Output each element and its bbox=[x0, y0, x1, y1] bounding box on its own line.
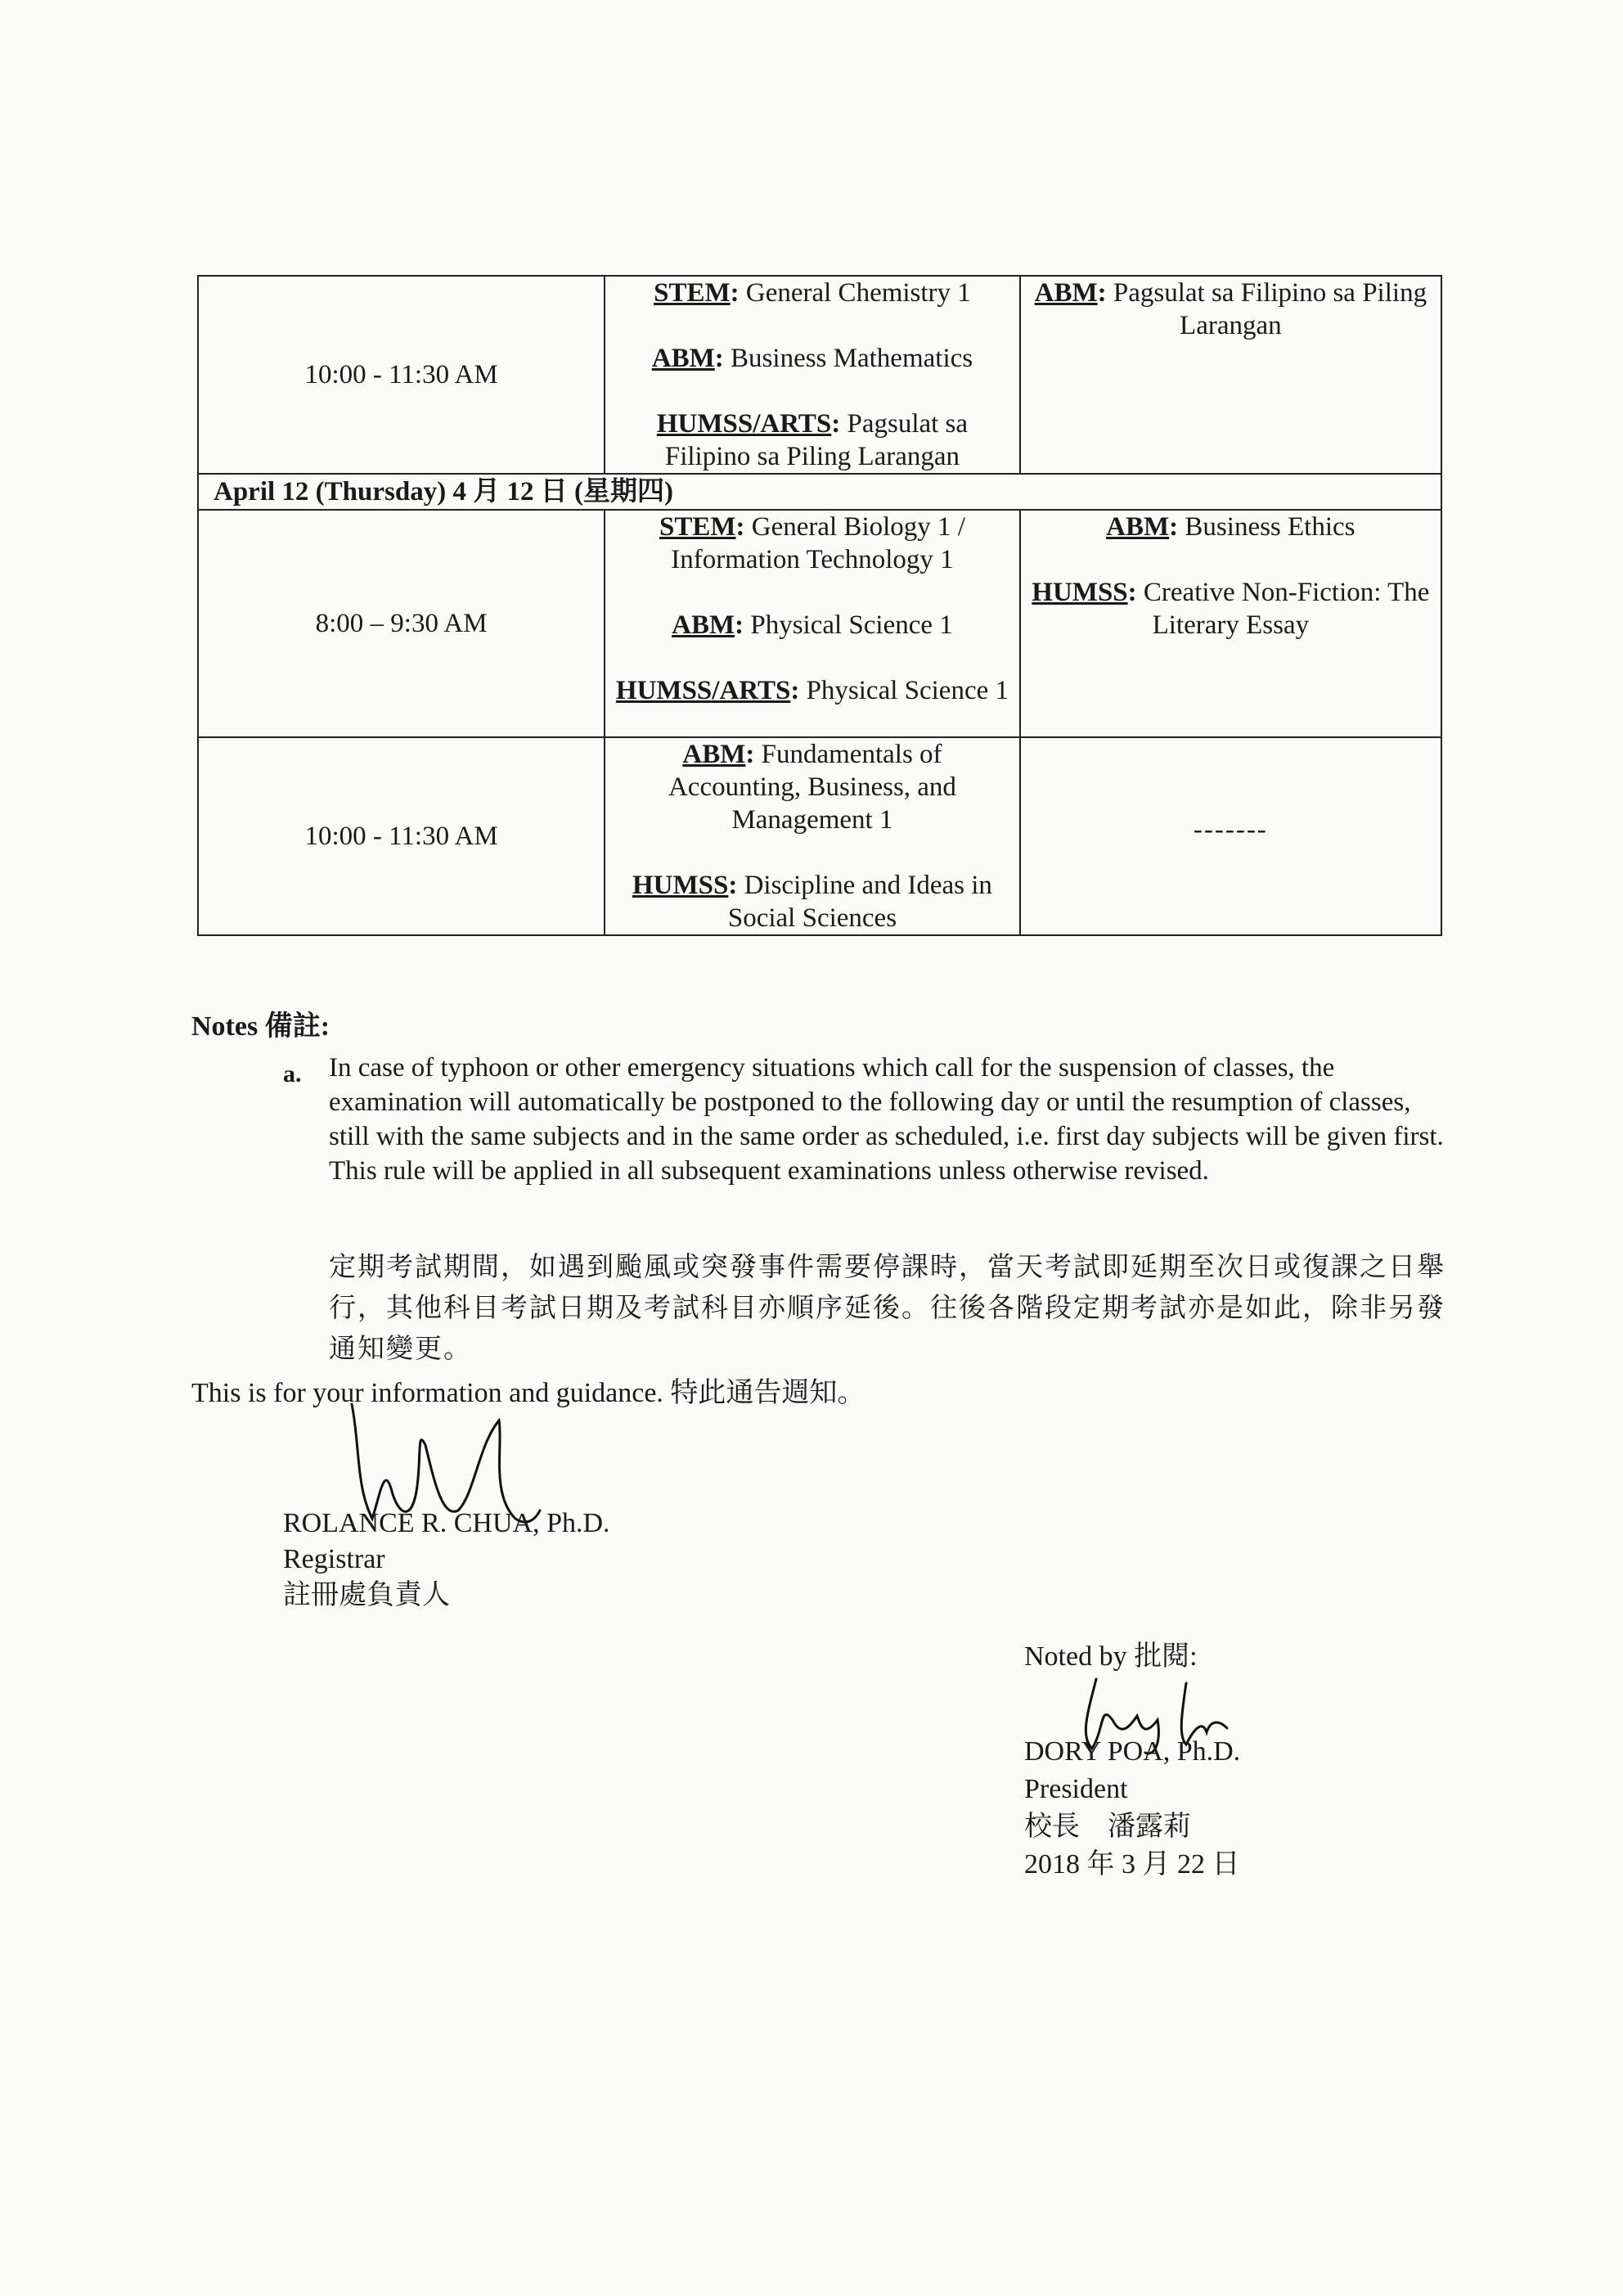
subjects-cell bbox=[605, 510, 1019, 737]
president-title: President bbox=[1024, 1774, 1128, 1804]
day-header: April 12 (Thursday) 4 月 12 日 (星期四) bbox=[198, 474, 1441, 510]
subjects-cell bbox=[1020, 737, 1441, 935]
noted-by-label: Noted by 批閱: bbox=[1024, 1641, 1198, 1672]
strand-label: STEM bbox=[659, 512, 736, 542]
subject-name: Pagsulat sa Filipino sa Piling Larangan bbox=[664, 409, 969, 471]
subject-name: Creative Non-Fiction: The Literary Essay bbox=[1136, 578, 1430, 640]
registrar-name: ROLANCE R. CHUA, Ph.D. bbox=[283, 1508, 610, 1538]
empty-placeholder: ------- bbox=[1193, 815, 1268, 844]
subject-entry: HUMSS: Discipline and Ideas in Social Sciences bbox=[632, 871, 992, 933]
subject-entry: ABM: Business Mathematics bbox=[651, 344, 973, 373]
subjects-cell bbox=[605, 276, 1019, 474]
subject-name: Physical Science 1 bbox=[799, 676, 1009, 705]
subject-entry: STEM: General Biology 1 / Information Technology 1 bbox=[659, 512, 965, 574]
table-row bbox=[198, 510, 1441, 737]
table-row bbox=[198, 737, 1441, 935]
subject-entry: HUMSS: Creative Non-Fiction: The Literary Essay bbox=[1032, 578, 1430, 640]
subject-name: Business Ethics bbox=[1178, 512, 1355, 542]
table-row bbox=[198, 474, 1441, 510]
subject-entry: ABM: Fundamentals of Accounting, Business, and Management 1 bbox=[668, 740, 956, 835]
strand-label: HUMSS bbox=[1032, 578, 1128, 607]
registrar-title: Registrar bbox=[283, 1544, 385, 1574]
table-row bbox=[198, 276, 1441, 474]
subjects-cell bbox=[605, 737, 1019, 935]
subject-name: Physical Science 1 bbox=[744, 610, 953, 640]
subject-entry: ABM: Physical Science 1 bbox=[672, 610, 953, 640]
strand-label: ABM bbox=[682, 740, 746, 769]
subject-name: Pagsulat sa Filipino sa Piling Larangan bbox=[1106, 278, 1427, 340]
strand-label: ABM bbox=[1034, 278, 1098, 308]
registrar-block bbox=[283, 1506, 610, 1614]
president-title-zh: 校長 潘露莉 bbox=[1024, 1812, 1191, 1842]
strand-label: STEM bbox=[654, 278, 731, 308]
strand-label: HUMSS bbox=[632, 871, 729, 900]
document-date: 2018 年 3 月 22 日 bbox=[1024, 1849, 1240, 1880]
registrar-title-zh: 註冊處負責人 bbox=[283, 1580, 450, 1610]
closing-line: This is for your information and guidance. 特此通告週知。 bbox=[191, 1378, 865, 1408]
strand-label: HUMSS/ARTS bbox=[656, 409, 832, 439]
note-text-chinese: 定期考試期間，如遇到颱風或突發事件需要停課時，當天考試即延期至次日或復課之日舉行，其他科目考試日期及考試科目亦順序延後。往後各階段定期考試亦是如此，除非另發通知變更。 bbox=[329, 1253, 1445, 1364]
subject-name: Discipline and Ideas in Social Sciences bbox=[727, 871, 992, 933]
time-cell: 8:00 – 9:30 AM bbox=[198, 510, 605, 737]
president-block bbox=[1024, 1733, 1240, 1884]
subjects-cell bbox=[1020, 510, 1441, 737]
time-cell: 10:00 - 11:30 AM bbox=[198, 737, 605, 935]
note-marker: a. bbox=[283, 1060, 302, 1087]
strand-label: ABM bbox=[651, 344, 715, 373]
exam-schedule-table bbox=[197, 275, 1442, 936]
subject-name: Business Mathematics bbox=[723, 344, 973, 373]
subject-name: Fundamentals of Accounting, Business, and Management 1 bbox=[668, 740, 956, 835]
strand-label: ABM bbox=[1106, 512, 1170, 542]
time-cell: 10:00 - 11:30 AM bbox=[198, 276, 605, 474]
strand-label: HUMSS/ARTS bbox=[615, 676, 791, 705]
subject-entry: HUMSS/ARTS: Physical Science 1 bbox=[615, 676, 1009, 705]
subjects-cell bbox=[1020, 276, 1441, 474]
note-text-english: In case of typhoon or other emergency situations which call for the suspension of classes, the examination will automatically be postponed to the following day or until the resumption of classes, still with the same subjects and in the same order as scheduled, i.e. first day subjects will be given first. This rule will be applied in all subsequent examinations unless otherwise revised. bbox=[329, 1053, 1444, 1186]
notes-heading: Notes 備註: bbox=[191, 1011, 330, 1042]
subject-name: General Biology 1 / Information Technology 1 bbox=[671, 512, 965, 574]
subject-entry: ABM: Pagsulat sa Filipino sa Piling Larangan bbox=[1034, 278, 1427, 340]
subject-entry: ABM: Business Ethics bbox=[1106, 512, 1355, 542]
president-name: DORY POA, Ph.D. bbox=[1024, 1736, 1241, 1767]
subject-name: General Chemistry 1 bbox=[739, 278, 971, 308]
strand-label: ABM bbox=[672, 610, 735, 640]
subject-entry: HUMSS/ARTS: Pagsulat sa Filipino sa Piling Larangan bbox=[656, 409, 969, 471]
subject-entry: STEM: General Chemistry 1 bbox=[654, 278, 971, 308]
